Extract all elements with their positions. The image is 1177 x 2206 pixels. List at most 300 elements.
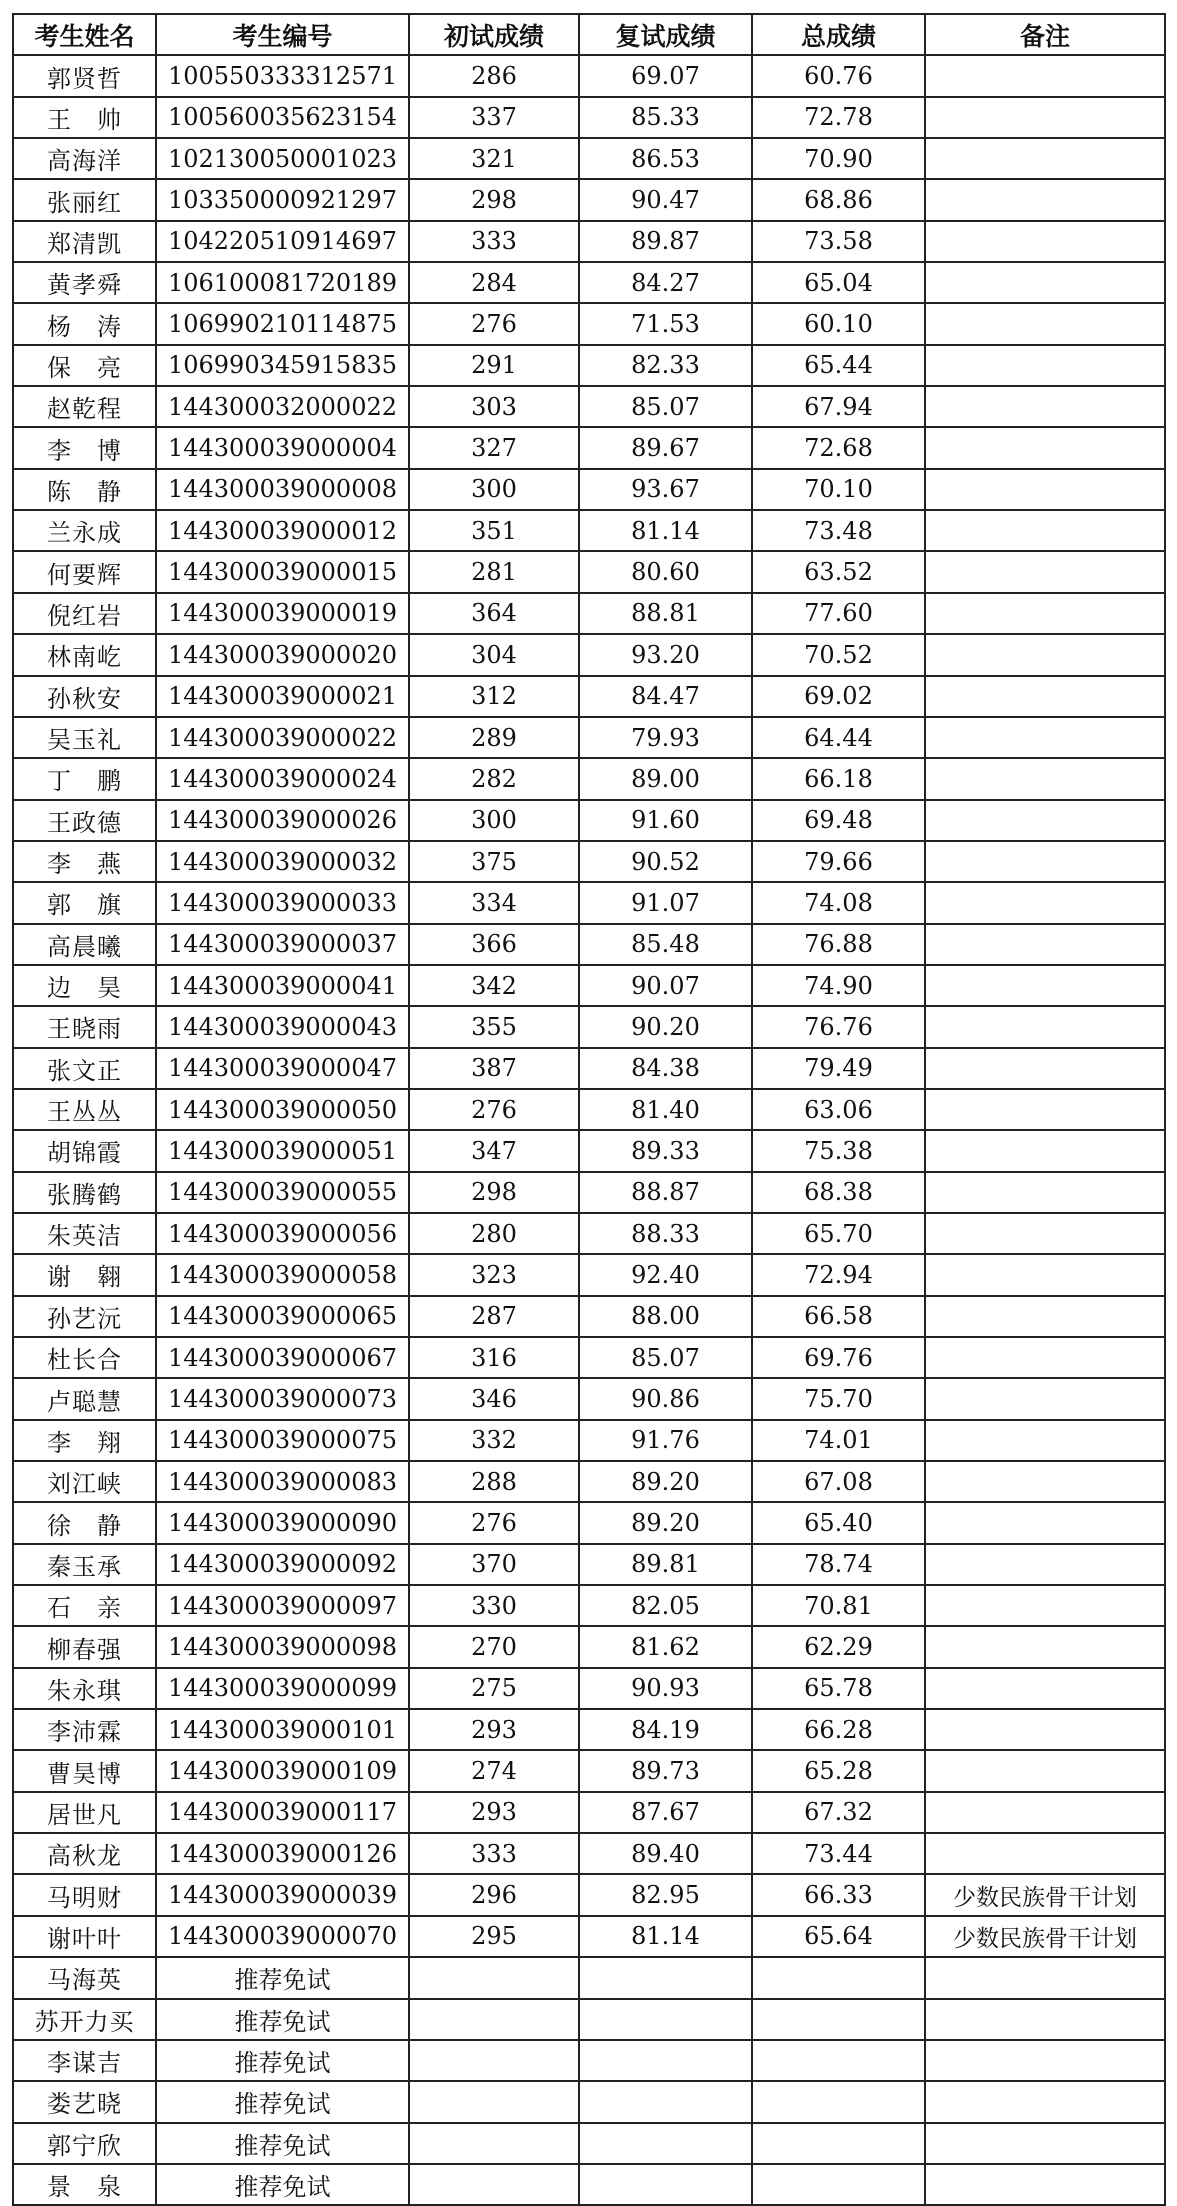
total-score-cell: 73.48 — [752, 510, 925, 551]
retest-score-cell: 82.95 — [579, 1874, 752, 1915]
retest-score-cell: 84.19 — [579, 1709, 752, 1750]
table-row — [13, 1585, 1165, 1626]
initial-score-cell: 347 — [409, 1130, 579, 1171]
retest-score-cell: 88.33 — [579, 1213, 752, 1254]
table-row — [13, 758, 1165, 799]
table-row — [13, 800, 1165, 841]
retest-score-cell: 89.40 — [579, 1833, 752, 1874]
total-score-cell: 68.86 — [752, 179, 925, 220]
remark-cell — [925, 179, 1165, 220]
retest-score-cell: 89.00 — [579, 758, 752, 799]
retest-score-cell: 81.62 — [579, 1626, 752, 1667]
name-cell: 保 亮 — [13, 345, 156, 386]
name-cell: 李 翔 — [13, 1420, 156, 1461]
id-cell: 144300039000099 — [156, 1668, 409, 1709]
name-cell: 高晨曦 — [13, 924, 156, 965]
table-row — [13, 924, 1165, 965]
name-cell: 谢 翱 — [13, 1254, 156, 1295]
initial-score-cell: 289 — [409, 717, 579, 758]
remark-cell: 少数民族骨干计划 — [925, 1916, 1165, 1957]
remark-cell — [925, 2081, 1165, 2122]
retest-score-cell: 89.33 — [579, 1130, 752, 1171]
id-cell: 100560035623154 — [156, 97, 409, 138]
total-score-cell: 65.40 — [752, 1502, 925, 1543]
retest-score-cell: 87.67 — [579, 1792, 752, 1833]
initial-score-cell: 337 — [409, 97, 579, 138]
table-row — [13, 97, 1165, 138]
table-row — [13, 386, 1165, 427]
remark-cell — [925, 1130, 1165, 1171]
total-score-cell — [752, 2040, 925, 2081]
remark-cell — [925, 303, 1165, 344]
remark-cell — [925, 758, 1165, 799]
total-score-cell: 76.76 — [752, 1006, 925, 1047]
name-cell: 曹昊博 — [13, 1750, 156, 1791]
total-score-cell: 70.10 — [752, 469, 925, 510]
total-score-cell — [752, 2081, 925, 2122]
id-cell: 144300039000083 — [156, 1461, 409, 1502]
id-cell: 106990210114875 — [156, 303, 409, 344]
total-score-cell: 65.70 — [752, 1213, 925, 1254]
table-row — [13, 1833, 1165, 1874]
remark-cell — [925, 55, 1165, 96]
remark-cell — [925, 1585, 1165, 1626]
table-row — [13, 1874, 1165, 1915]
initial-score-cell: 323 — [409, 1254, 579, 1295]
name-cell: 丁 鹏 — [13, 758, 156, 799]
retest-score-cell — [579, 2081, 752, 2122]
id-cell: 144300039000032 — [156, 841, 409, 882]
initial-score-cell: 274 — [409, 1750, 579, 1791]
id-cell: 144300039000097 — [156, 1585, 409, 1626]
id-cell: 106990345915835 — [156, 345, 409, 386]
name-cell: 居世凡 — [13, 1792, 156, 1833]
name-cell: 吴玉礼 — [13, 717, 156, 758]
remark-cell — [925, 2040, 1165, 2081]
table-row — [13, 1296, 1165, 1337]
total-score-cell: 69.76 — [752, 1337, 925, 1378]
remark-cell — [925, 1792, 1165, 1833]
id-cell: 144300039000008 — [156, 469, 409, 510]
remark-cell — [925, 386, 1165, 427]
name-cell: 林南屹 — [13, 634, 156, 675]
initial-score-cell: 303 — [409, 386, 579, 427]
remark-cell — [925, 427, 1165, 468]
name-cell: 赵乾程 — [13, 386, 156, 427]
initial-score-cell: 321 — [409, 138, 579, 179]
header-row — [13, 14, 1165, 55]
id-cell: 106100081720189 — [156, 262, 409, 303]
initial-score-cell: 327 — [409, 427, 579, 468]
initial-score-cell: 300 — [409, 800, 579, 841]
remark-cell — [925, 1337, 1165, 1378]
id-cell: 144300039000098 — [156, 1626, 409, 1667]
total-score-cell: 65.44 — [752, 345, 925, 386]
retest-score-cell: 90.86 — [579, 1378, 752, 1419]
total-score-cell: 73.58 — [752, 221, 925, 262]
initial-score-cell: 293 — [409, 1709, 579, 1750]
id-cell: 144300039000109 — [156, 1750, 409, 1791]
initial-score-cell — [409, 2164, 579, 2205]
id-cell: 104220510914697 — [156, 221, 409, 262]
name-cell: 杜长合 — [13, 1337, 156, 1378]
remark-cell — [925, 510, 1165, 551]
initial-score-cell: 298 — [409, 1172, 579, 1213]
table-row — [13, 1089, 1165, 1130]
retest-score-cell: 69.07 — [579, 55, 752, 96]
id-cell: 102130050001023 — [156, 138, 409, 179]
remark-cell — [925, 1750, 1165, 1791]
name-cell: 秦玉承 — [13, 1544, 156, 1585]
initial-score-cell: 295 — [409, 1916, 579, 1957]
retest-score-cell: 89.81 — [579, 1544, 752, 1585]
table-row — [13, 1709, 1165, 1750]
table-row — [13, 1378, 1165, 1419]
retest-score-cell: 80.60 — [579, 551, 752, 592]
total-score-cell: 66.28 — [752, 1709, 925, 1750]
initial-score-cell: 287 — [409, 1296, 579, 1337]
table-row — [13, 676, 1165, 717]
table-row — [13, 1006, 1165, 1047]
retest-score-cell — [579, 2040, 752, 2081]
retest-score-cell: 88.87 — [579, 1172, 752, 1213]
remark-cell — [925, 138, 1165, 179]
table-row — [13, 1130, 1165, 1171]
initial-score-cell: 330 — [409, 1585, 579, 1626]
remark-cell — [925, 1833, 1165, 1874]
initial-score-cell: 288 — [409, 1461, 579, 1502]
table-row — [13, 55, 1165, 96]
total-score-cell: 79.66 — [752, 841, 925, 882]
table-row — [13, 2123, 1165, 2164]
retest-score-cell: 85.07 — [579, 1337, 752, 1378]
table-row — [13, 1213, 1165, 1254]
id-cell: 144300039000020 — [156, 634, 409, 675]
remark-cell — [925, 841, 1165, 882]
name-cell: 胡锦霞 — [13, 1130, 156, 1171]
remark-cell — [925, 717, 1165, 758]
id-cell: 144300039000043 — [156, 1006, 409, 1047]
remark-cell — [925, 1089, 1165, 1130]
remark-cell — [925, 1626, 1165, 1667]
retest-score-cell: 91.07 — [579, 882, 752, 923]
table-row — [13, 1916, 1165, 1957]
total-score-cell: 74.08 — [752, 882, 925, 923]
remark-cell — [925, 1006, 1165, 1047]
remark-cell — [925, 593, 1165, 634]
retest-score-cell: 88.00 — [579, 1296, 752, 1337]
remark-cell — [925, 1254, 1165, 1295]
initial-score-cell: 270 — [409, 1626, 579, 1667]
initial-score-cell: 296 — [409, 1874, 579, 1915]
name-cell: 陈 静 — [13, 469, 156, 510]
name-cell: 王政德 — [13, 800, 156, 841]
table-row — [13, 2081, 1165, 2122]
total-score-cell: 60.10 — [752, 303, 925, 344]
total-score-cell: 70.90 — [752, 138, 925, 179]
name-cell: 马海英 — [13, 1957, 156, 1998]
retest-score-cell — [579, 2164, 752, 2205]
name-cell: 兰永成 — [13, 510, 156, 551]
id-cell: 144300039000050 — [156, 1089, 409, 1130]
name-cell: 张文正 — [13, 1048, 156, 1089]
table-row — [13, 1626, 1165, 1667]
remark-cell — [925, 924, 1165, 965]
id-cell: 144300039000073 — [156, 1378, 409, 1419]
retest-score-cell: 89.73 — [579, 1750, 752, 1791]
total-score-cell: 65.28 — [752, 1750, 925, 1791]
initial-score-cell: 312 — [409, 676, 579, 717]
id-cell: 100550333312571 — [156, 55, 409, 96]
total-score-cell: 63.06 — [752, 1089, 925, 1130]
initial-score-cell: 364 — [409, 593, 579, 634]
initial-score-cell: 300 — [409, 469, 579, 510]
id-cell: 推荐免试 — [156, 2123, 409, 2164]
total-score-cell: 75.70 — [752, 1378, 925, 1419]
retest-score-cell: 89.20 — [579, 1461, 752, 1502]
total-score-cell: 67.94 — [752, 386, 925, 427]
total-score-cell: 74.90 — [752, 965, 925, 1006]
retest-score-cell — [579, 1999, 752, 2040]
initial-score-cell: 342 — [409, 965, 579, 1006]
initial-score-cell: 304 — [409, 634, 579, 675]
total-score-cell: 72.78 — [752, 97, 925, 138]
name-cell: 黄孝舜 — [13, 262, 156, 303]
table-row — [13, 1337, 1165, 1378]
id-cell: 144300032000022 — [156, 386, 409, 427]
id-cell: 144300039000070 — [156, 1916, 409, 1957]
id-cell: 144300039000075 — [156, 1420, 409, 1461]
id-cell: 推荐免试 — [156, 1957, 409, 1998]
name-cell: 李 燕 — [13, 841, 156, 882]
id-cell: 144300039000021 — [156, 676, 409, 717]
table-row — [13, 262, 1165, 303]
retest-score-cell: 90.47 — [579, 179, 752, 220]
name-cell: 卢聪慧 — [13, 1378, 156, 1419]
table-row — [13, 1957, 1165, 1998]
id-cell: 144300039000092 — [156, 1544, 409, 1585]
remark-cell: 少数民族骨干计划 — [925, 1874, 1165, 1915]
id-cell: 144300039000101 — [156, 1709, 409, 1750]
name-cell: 朱永琪 — [13, 1668, 156, 1709]
remark-cell — [925, 800, 1165, 841]
remark-cell — [925, 1709, 1165, 1750]
remark-cell — [925, 1296, 1165, 1337]
total-score-cell: 73.44 — [752, 1833, 925, 1874]
table-row — [13, 303, 1165, 344]
header-initial-score: 初试成绩 — [409, 14, 579, 55]
total-score-cell: 69.02 — [752, 676, 925, 717]
remark-cell — [925, 634, 1165, 675]
initial-score-cell: 346 — [409, 1378, 579, 1419]
name-cell: 孙艺沅 — [13, 1296, 156, 1337]
total-score-cell: 65.64 — [752, 1916, 925, 1957]
total-score-cell: 74.01 — [752, 1420, 925, 1461]
remark-cell — [925, 345, 1165, 386]
id-cell: 推荐免试 — [156, 2081, 409, 2122]
name-cell: 李沛霖 — [13, 1709, 156, 1750]
retest-score-cell: 85.07 — [579, 386, 752, 427]
initial-score-cell: 333 — [409, 221, 579, 262]
name-cell: 倪红岩 — [13, 593, 156, 634]
name-cell: 郭贤哲 — [13, 55, 156, 96]
id-cell: 144300039000037 — [156, 924, 409, 965]
id-cell: 144300039000041 — [156, 965, 409, 1006]
initial-score-cell: 332 — [409, 1420, 579, 1461]
remark-cell — [925, 262, 1165, 303]
name-cell: 马明财 — [13, 1874, 156, 1915]
name-cell: 孙秋安 — [13, 676, 156, 717]
table-row — [13, 1792, 1165, 1833]
retest-score-cell: 91.60 — [579, 800, 752, 841]
table-row — [13, 1461, 1165, 1502]
name-cell: 高秋龙 — [13, 1833, 156, 1874]
table-row — [13, 634, 1165, 675]
remark-cell — [925, 676, 1165, 717]
header-remark: 备注 — [925, 14, 1165, 55]
initial-score-cell: 276 — [409, 1502, 579, 1543]
remark-cell — [925, 1461, 1165, 1502]
name-cell: 景 泉 — [13, 2164, 156, 2205]
remark-cell — [925, 1668, 1165, 1709]
remark-cell — [925, 1172, 1165, 1213]
initial-score-cell — [409, 1999, 579, 2040]
total-score-cell: 62.29 — [752, 1626, 925, 1667]
header-name: 考生姓名 — [13, 14, 156, 55]
id-cell: 144300039000015 — [156, 551, 409, 592]
total-score-cell: 67.08 — [752, 1461, 925, 1502]
table-row — [13, 2040, 1165, 2081]
total-score-cell: 66.58 — [752, 1296, 925, 1337]
remark-cell — [925, 1502, 1165, 1543]
name-cell: 徐 静 — [13, 1502, 156, 1543]
id-cell: 144300039000004 — [156, 427, 409, 468]
id-cell: 144300039000090 — [156, 1502, 409, 1543]
id-cell: 144300039000019 — [156, 593, 409, 634]
table-row — [13, 1502, 1165, 1543]
name-cell: 石 亲 — [13, 1585, 156, 1626]
initial-score-cell: 316 — [409, 1337, 579, 1378]
table-row — [13, 1172, 1165, 1213]
initial-score-cell: 387 — [409, 1048, 579, 1089]
total-score-cell: 78.74 — [752, 1544, 925, 1585]
id-cell: 103350000921297 — [156, 179, 409, 220]
retest-score-cell: 82.05 — [579, 1585, 752, 1626]
id-cell: 144300039000026 — [156, 800, 409, 841]
initial-score-cell: 333 — [409, 1833, 579, 1874]
total-score-cell: 63.52 — [752, 551, 925, 592]
id-cell: 144300039000056 — [156, 1213, 409, 1254]
retest-score-cell: 81.40 — [579, 1089, 752, 1130]
remark-cell — [925, 2123, 1165, 2164]
table-row — [13, 841, 1165, 882]
total-score-cell: 65.04 — [752, 262, 925, 303]
retest-score-cell: 89.67 — [579, 427, 752, 468]
retest-score-cell: 84.38 — [579, 1048, 752, 1089]
total-score-cell: 72.94 — [752, 1254, 925, 1295]
total-score-cell: 66.33 — [752, 1874, 925, 1915]
retest-score-cell: 84.27 — [579, 262, 752, 303]
table-row — [13, 1750, 1165, 1791]
retest-score-cell: 86.53 — [579, 138, 752, 179]
remark-cell — [925, 1544, 1165, 1585]
name-cell: 谢叶叶 — [13, 1916, 156, 1957]
remark-cell — [925, 1957, 1165, 1998]
table-row — [13, 469, 1165, 510]
initial-score-cell — [409, 2081, 579, 2122]
remark-cell — [925, 1048, 1165, 1089]
id-cell: 144300039000022 — [156, 717, 409, 758]
remark-cell — [925, 551, 1165, 592]
name-cell: 郭宁欣 — [13, 2123, 156, 2164]
total-score-cell: 77.60 — [752, 593, 925, 634]
id-cell: 144300039000065 — [156, 1296, 409, 1337]
id-cell: 144300039000117 — [156, 1792, 409, 1833]
name-cell: 李谋吉 — [13, 2040, 156, 2081]
retest-score-cell: 89.87 — [579, 221, 752, 262]
table-row — [13, 1254, 1165, 1295]
header-id: 考生编号 — [156, 14, 409, 55]
id-cell: 144300039000126 — [156, 1833, 409, 1874]
name-cell: 王丛丛 — [13, 1089, 156, 1130]
total-score-cell — [752, 1999, 925, 2040]
total-score-cell: 76.88 — [752, 924, 925, 965]
header-retest-score: 复试成绩 — [579, 14, 752, 55]
id-cell: 推荐免试 — [156, 2164, 409, 2205]
initial-score-cell: 280 — [409, 1213, 579, 1254]
retest-score-cell: 93.20 — [579, 634, 752, 675]
table-row — [13, 965, 1165, 1006]
table-row — [13, 593, 1165, 634]
retest-score-cell: 81.14 — [579, 1916, 752, 1957]
table-row — [13, 221, 1165, 262]
total-score-cell: 60.76 — [752, 55, 925, 96]
remark-cell — [925, 1999, 1165, 2040]
initial-score-cell: 293 — [409, 1792, 579, 1833]
total-score-cell — [752, 1957, 925, 1998]
name-cell: 王晓雨 — [13, 1006, 156, 1047]
id-cell: 144300039000033 — [156, 882, 409, 923]
table-row — [13, 2164, 1165, 2205]
name-cell: 刘江峡 — [13, 1461, 156, 1502]
retest-score-cell: 90.93 — [579, 1668, 752, 1709]
table-row — [13, 717, 1165, 758]
name-cell: 张丽红 — [13, 179, 156, 220]
retest-score-cell: 90.20 — [579, 1006, 752, 1047]
total-score-cell: 67.32 — [752, 1792, 925, 1833]
total-score-cell: 69.48 — [752, 800, 925, 841]
retest-score-cell: 92.40 — [579, 1254, 752, 1295]
total-score-cell: 68.38 — [752, 1172, 925, 1213]
initial-score-cell: 366 — [409, 924, 579, 965]
initial-score-cell: 298 — [409, 179, 579, 220]
retest-score-cell — [579, 2123, 752, 2164]
remark-cell — [925, 2164, 1165, 2205]
table-row — [13, 427, 1165, 468]
total-score-cell: 66.18 — [752, 758, 925, 799]
initial-score-cell — [409, 2040, 579, 2081]
header-total-score: 总成绩 — [752, 14, 925, 55]
initial-score-cell: 286 — [409, 55, 579, 96]
name-cell: 朱英洁 — [13, 1213, 156, 1254]
retest-score-cell: 89.20 — [579, 1502, 752, 1543]
remark-cell — [925, 1213, 1165, 1254]
total-score-cell — [752, 2123, 925, 2164]
name-cell: 李 博 — [13, 427, 156, 468]
name-cell: 郑清凯 — [13, 221, 156, 262]
table-row — [13, 551, 1165, 592]
name-cell: 柳春强 — [13, 1626, 156, 1667]
